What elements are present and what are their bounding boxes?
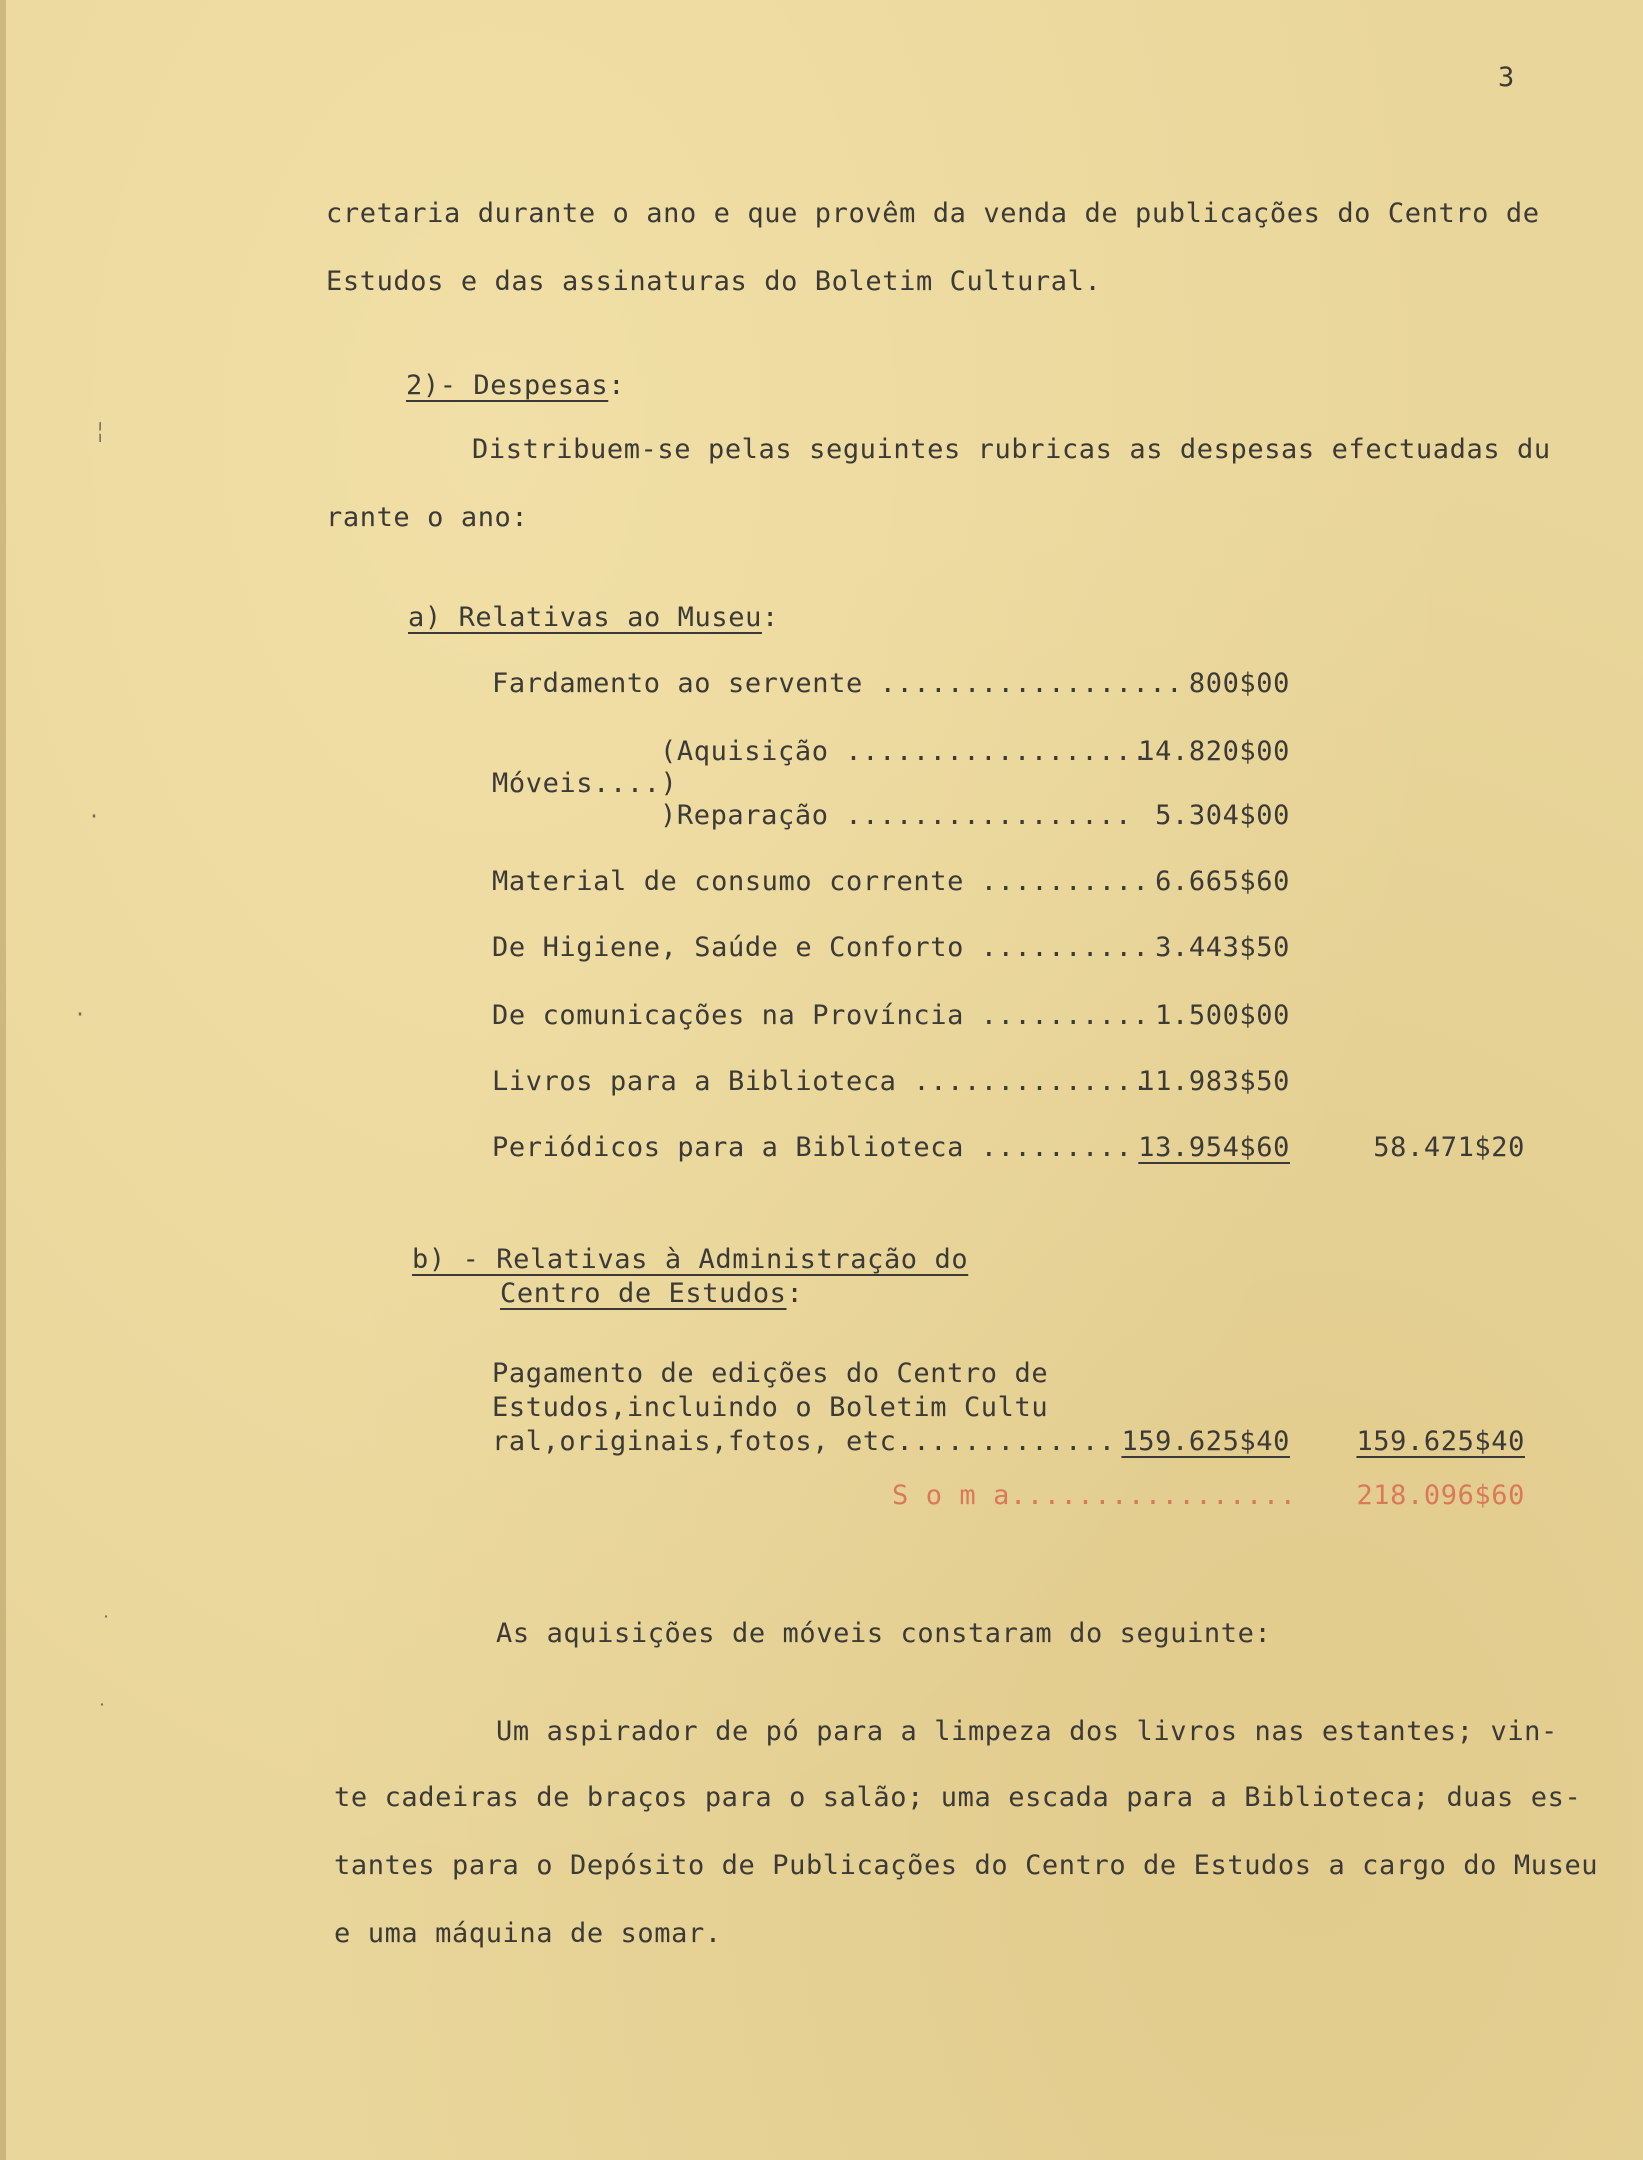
closing-line-4: tantes para o Depósito de Publicações do Centro de Estudos a cargo do Museu <box>334 1850 1599 1881</box>
section-b-heading-line-2 <box>500 1278 803 1309</box>
row-reparacao-label: )Reparação ................. <box>660 800 1132 831</box>
section-b-item-line-3: ral,originais,fotos, etc............. <box>492 1426 1116 1457</box>
paper-speck: · <box>88 804 101 828</box>
section-a-total: 58.471$20 <box>1373 1132 1525 1163</box>
section-2-para-line-1: Distribuem-se pelas seguintes rubricas as despesas efectuadas du <box>472 434 1551 465</box>
row-comunicacoes-value: 1.500$00 <box>1155 1000 1290 1031</box>
paper-speck: ˙ <box>96 1700 109 1724</box>
section-2-heading <box>406 370 625 401</box>
row-material-value: 6.665$60 <box>1155 866 1290 897</box>
row-periodicos-value: 13.954$60 <box>1138 1132 1290 1163</box>
row-moveis-label: Móveis....) <box>492 768 678 799</box>
section-2-heading-text: 2)- Despesas <box>406 370 609 401</box>
row-periodicos-label: Periódicos para a Biblioteca ......... <box>492 1132 1133 1163</box>
intro-line-2: Estudos e das assinaturas do Boletim Cultural. <box>326 266 1102 297</box>
section-b-value: 159.625$40 <box>1121 1426 1290 1457</box>
section-a-heading-colon: : <box>761 602 779 633</box>
closing-line-2: Um aspirador de pó para a limpeza dos livros nas estantes; vin- <box>496 1716 1558 1747</box>
closing-line-5: e uma máquina de somar. <box>334 1918 722 1949</box>
sum-value: 218.096$60 <box>1356 1480 1525 1511</box>
section-a-heading <box>408 602 779 633</box>
section-2-para-line-2: rante o ano: <box>326 502 529 533</box>
row-comunicacoes-label: De comunicações na Província .......... <box>492 1000 1150 1031</box>
row-higiene-value: 3.443$50 <box>1155 932 1290 963</box>
intro-line-1: cretaria durante o ano e que provêm da venda de publicações do Centro de <box>326 198 1540 229</box>
paper-speck: · <box>74 1002 87 1026</box>
page-number: 3 <box>1498 62 1515 93</box>
section-b-item-line-1: Pagamento de edições do Centro de <box>492 1358 1049 1389</box>
section-b-heading-line-2-text: Centro de Estudos <box>500 1278 787 1309</box>
section-a-heading-text: a) Relativas ao Museu <box>408 602 762 633</box>
row-fardamento-value: 800$00 <box>1188 668 1290 699</box>
sum-label: S o m a................. <box>892 1480 1297 1511</box>
row-aquisicao-value: 14.820$00 <box>1138 736 1290 767</box>
section-b-item-line-2: Estudos,incluindo o Boletim Cultu <box>492 1392 1049 1423</box>
row-livros-label: Livros para a Biblioteca .............. <box>492 1066 1150 1097</box>
row-livros-value: 11.983$50 <box>1138 1066 1290 1097</box>
row-aquisicao-label: (Aquisição .................. <box>660 736 1149 767</box>
section-b-heading-colon: : <box>786 1278 804 1309</box>
row-higiene-label: De Higiene, Saúde e Conforto .......... <box>492 932 1150 963</box>
paper-speck: ╎ <box>94 420 107 444</box>
row-fardamento-label: Fardamento ao servente .................. <box>492 668 1184 699</box>
paper-speck: ˙ <box>100 1612 113 1636</box>
row-reparacao-value: 5.304$00 <box>1155 800 1290 831</box>
closing-line-1: As aquisições de móveis constaram do seguinte: <box>496 1618 1272 1649</box>
closing-line-3: te cadeiras de braços para o salão; uma escada para a Biblioteca; duas es- <box>334 1782 1582 1813</box>
row-material-label: Material de consumo corrente .......... <box>492 866 1150 897</box>
page-edge-shadow <box>0 0 6 2160</box>
section-b-total: 159.625$40 <box>1356 1426 1525 1457</box>
section-b-heading-line-1: b) - Relativas à Administração do <box>412 1244 969 1275</box>
section-2-heading-colon: : <box>608 370 626 401</box>
